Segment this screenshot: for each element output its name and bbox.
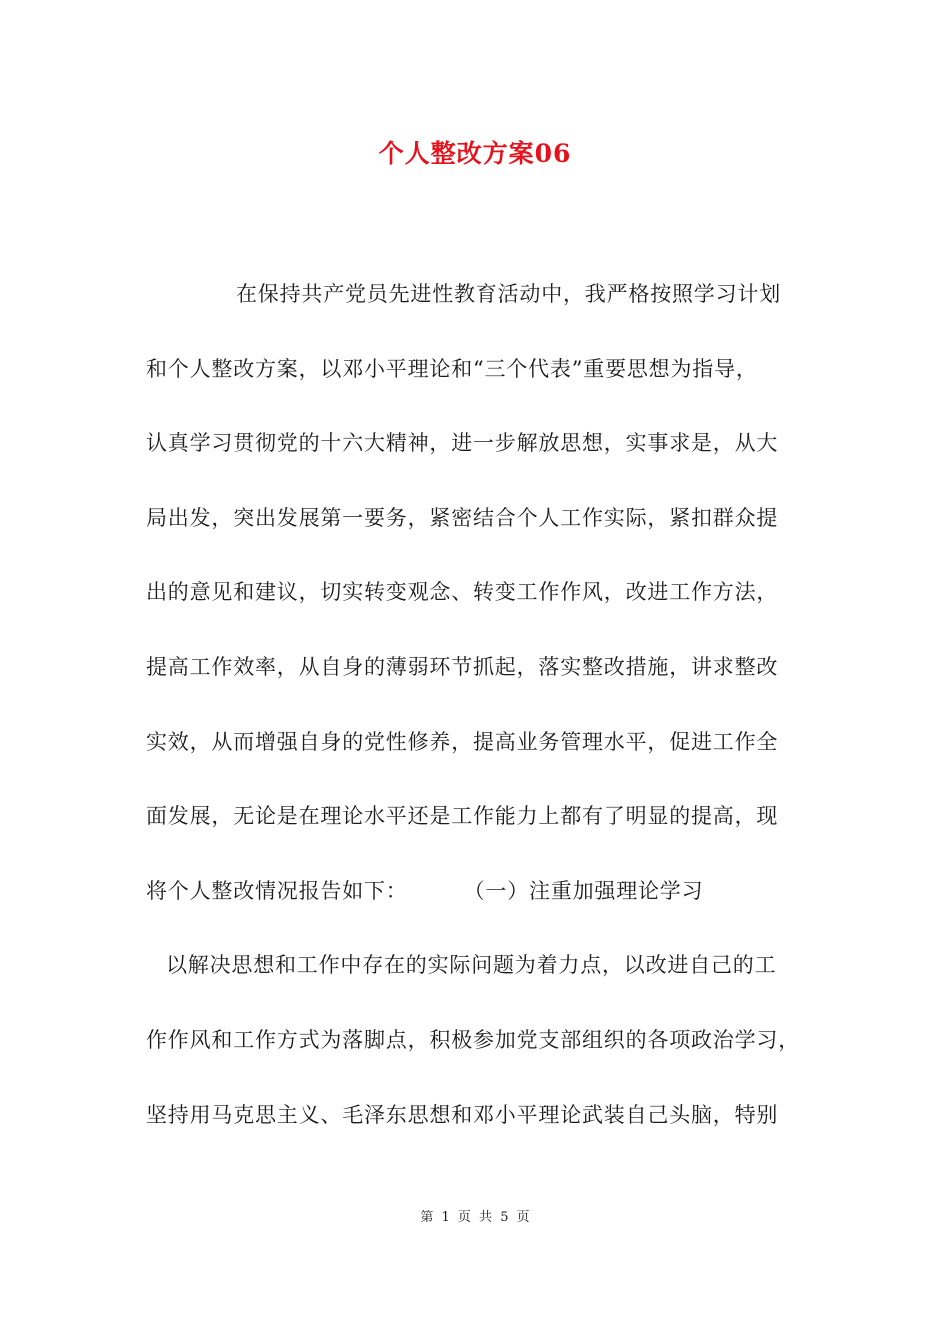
document-title: 个人整改方案06 <box>378 139 572 168</box>
paragraph-line: 作作风和工作方式为落脚点，积极参加党支部组织的各项政治学习， <box>146 1027 800 1052</box>
paragraph-line: 提高工作效率，从自身的薄弱环节抓起，落实整改措施，讲求整改 <box>146 654 779 679</box>
paragraph-line: 出的意见和建议，切实转变观念、转变工作作风，改进工作方法， <box>146 580 779 605</box>
paragraph-line: 以解决思想和工作中存在的实际问题为着力点，以改进自己的工 <box>166 953 777 978</box>
paragraph-line-with-heading <box>146 871 816 946</box>
paragraph-line: 面发展，无论是在理论水平还是工作能力上都有了明显的提高，现 <box>146 804 779 829</box>
page-number: 第 1 页 共 5 页 <box>420 1210 530 1225</box>
paragraph-line: 局出发，突出发展第一要务，紧密结合个人工作实际，紧扣群众提 <box>146 505 779 530</box>
document-body <box>146 274 816 1169</box>
paragraph-line: 和个人整改方案，以邓小平理论和“三个代表”重要思想为指导， <box>146 356 758 381</box>
paragraph-line: 将个人整改情况报告如下： <box>146 878 408 903</box>
paragraph-line: 在保持共产党员先进性教育活动中，我严格按照学习计划 <box>236 282 781 306</box>
paragraph-line: 实效，从而增强自身的党性修养，提高业务管理水平，促进工作全 <box>146 729 779 754</box>
paragraph-line: 认真学习贯彻党的十六大精神，进一步解放思想，实事求是，从大 <box>146 431 779 456</box>
paragraph-line: 坚持用马克思主义、毛泽东思想和邓小平理论武装自己头脑，特别 <box>146 1102 779 1127</box>
section-heading: （一）注重加强理论学习 <box>463 878 704 903</box>
